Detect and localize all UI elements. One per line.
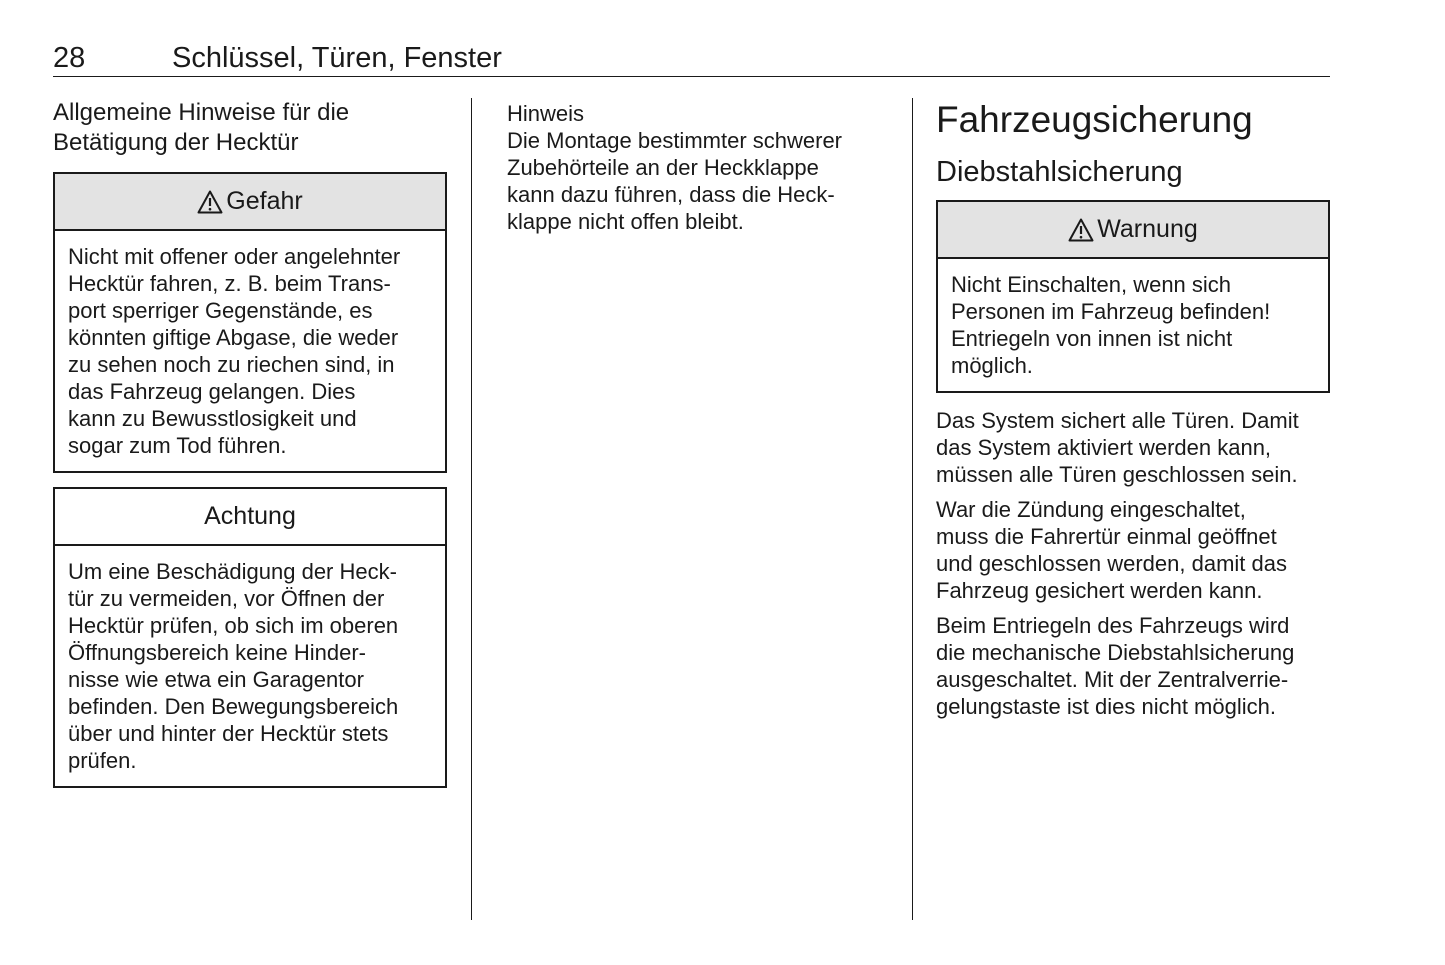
- column-middle: [507, 98, 891, 235]
- danger-box-body: Nicht mit offener oder angelehnter Hecktür fahren, z. B. beim Trans- port sperriger Gegenstände, es könnten giftige Abgase, die weder zu sehen noch zu riechen sind, in das Fahrzeug gelangen. Dies kann zu Bewusstlosigkeit und sogar zum Tod führen.: [68, 244, 401, 458]
- column-right: [936, 98, 1330, 720]
- page-header: [53, 40, 1330, 77]
- warning-triangle-icon: [197, 190, 223, 214]
- caution-box: [53, 487, 447, 788]
- caution-box-title: Achtung: [204, 502, 296, 530]
- paragraph-unlocking: Beim Entriegeln des Fahrzeugs wird die mechanische Diebstahlsicherung ausgeschaltet. Mit der Zentralverrie- gelungstaste ist dies nicht möglich.: [936, 613, 1295, 719]
- danger-box-header: [55, 174, 445, 231]
- subheading-tailgate: Allgemeine Hinweise für die Betätigung der Hecktür: [53, 99, 350, 156]
- danger-box: [53, 172, 447, 473]
- caution-box-header: [55, 489, 445, 546]
- note-text: Die Montage bestimmter schwerer Zubehörteile an der Heckklappe kann dazu führen, dass die Heck- klappe nicht offen bleibt.: [507, 128, 843, 234]
- warning-box-title: Warnung: [1097, 215, 1198, 243]
- section-title: Schlüssel, Türen, Fenster: [172, 42, 502, 74]
- caution-box-body: Um eine Beschädigung der Heck- tür zu vermeiden, vor Öffnen der Hecktür prüfen, ob sich im oberen Öffnungsbereich keine Hinder- nisse wie etwa ein Garagentor befinden. Den Bewegungsbereich über und hinter der Hecktür stets prüfen.: [68, 559, 399, 773]
- warning-box-header: [938, 202, 1328, 259]
- column-divider-left: [471, 98, 472, 920]
- warning-triangle-icon: [1068, 218, 1094, 242]
- note-title: Hinweis: [507, 101, 585, 126]
- page-number: 28: [53, 42, 86, 74]
- warning-box: [936, 200, 1330, 393]
- warning-box-body: Nicht Einschalten, wenn sich Personen im Fahrzeug befinden! Entriegeln von innen ist nicht möglich.: [951, 272, 1271, 378]
- column-left: [53, 98, 447, 802]
- danger-box-title: Gefahr: [226, 187, 303, 215]
- column-divider-right: [912, 98, 913, 920]
- subheading-anti-theft: Diebstahlsicherung: [936, 156, 1183, 188]
- paragraph-system-locks: Das System sichert alle Türen. Damit das System aktiviert werden kann, müssen alle Türen geschlossen sein.: [936, 408, 1299, 487]
- heading-vehicle-security: Fahrzeugsicherung: [936, 99, 1253, 140]
- paragraph-ignition: War die Zündung eingeschaltet, muss die Fahrertür einmal geöffnet und geschlossen werden, damit das Fahrzeug gesichert werden kann.: [936, 497, 1287, 603]
